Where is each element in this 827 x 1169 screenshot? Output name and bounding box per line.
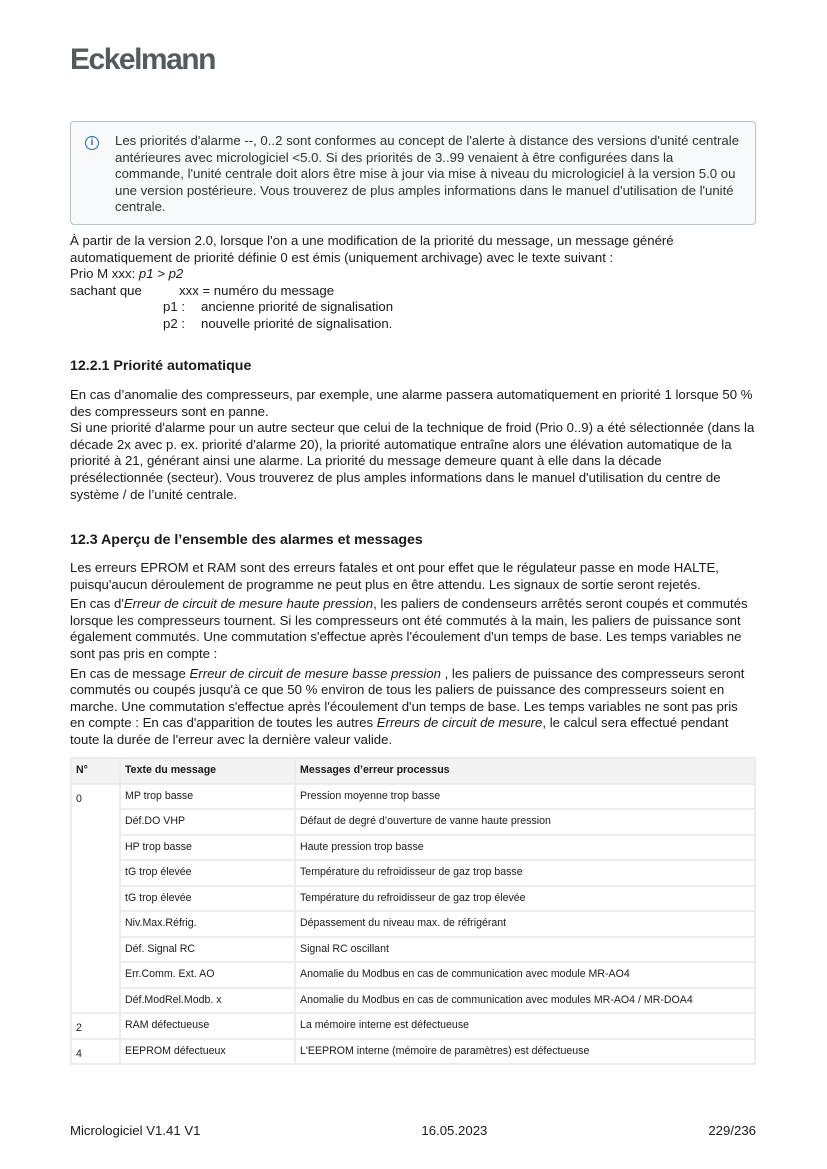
paragraph — [70, 666, 756, 749]
cell-message-text: Err.Comm. Ext. AO — [120, 962, 295, 988]
footer-page-number: 229/236 — [708, 1123, 756, 1138]
table-row — [71, 1039, 755, 1065]
col-header: Texte du message — [120, 758, 295, 784]
table-row — [71, 886, 755, 912]
cell-message-text: Déf.ModRel.Modb. x — [120, 988, 295, 1014]
def-p1 — [70, 299, 756, 316]
def-value: ancienne priorité de signalisation — [201, 299, 394, 315]
prio-formula: p1 > p2 — [138, 266, 184, 282]
section-heading-12-2-1: 12.2.1 Priorité automatique — [70, 358, 252, 374]
cell-number: 0 — [71, 784, 120, 1014]
cell-number: 4 — [71, 1039, 120, 1065]
cell-process-error: Haute pression trop basse — [295, 835, 755, 861]
def-key: p2 : — [163, 315, 185, 331]
cell-process-error: La mémoire interne est défectueuse — [295, 1013, 755, 1039]
text: , le calcul sera effectué pendant toute la durée de l'erreur avec la dernière valeur valide. — [70, 715, 729, 747]
text: En cas d' — [70, 596, 124, 612]
messages-table — [70, 757, 756, 1065]
table-row — [71, 911, 755, 937]
table-row — [71, 962, 755, 988]
info-note — [70, 121, 756, 225]
table-row — [71, 937, 755, 963]
text-italic: Erreur de circuit de mesure haute pression — [123, 596, 374, 612]
def-value: nouvelle priorité de signalisation. — [201, 315, 393, 331]
table-row — [71, 784, 755, 810]
cell-process-error: Signal RC oscillant — [295, 937, 755, 963]
paragraph: Les erreurs EPROM et RAM sont des erreurs fatales et ont pour effet que le régulateur passe en mode HALTE, puisqu'aucun déroulement de programme ne peut plus en être attendu. Les signaux de sortie seront rejetés. — [70, 560, 719, 592]
table-row — [71, 860, 755, 886]
cell-message-text: HP trop basse — [120, 835, 295, 861]
def-value: xxx = numéro du message — [179, 282, 335, 298]
def-xxx — [70, 283, 756, 300]
paragraph: Si une priorité d'alarme pour un autre secteur que celui de la technique de froid (Prio 0..9) a été sélectionnée (dans la décade 2x avec p. ex. priorité d'alarme 20), la priorité automatique entraîne alors une élévation automatique de la priorité à 21, générant ainsi une alarme. La priorité du message demeure quant à elle dans la décade présélectionnée (secteur). Vous trouverez de plus amples informations dans le manuel d'utilisation du centre de système / de l’unité centrale. — [70, 420, 755, 502]
cell-process-error: L'EEPROM interne (mémoire de paramètres) est défectueuse — [295, 1039, 755, 1065]
section-12-2-1-body — [70, 387, 756, 503]
text: , les paliers de condenseurs arrêtés seront coupés et commutés lorsque les compresseurs tournent. Si les compresseurs ont été commutés à la main, les paliers de puissance sont également commutés. Une commutation s'effectue après l'écoulement d'un temps de base. Les temps variables ne sont pas pris en compte : — [70, 596, 748, 661]
cell-message-text: Déf. Signal RC — [120, 937, 295, 963]
cell-message-text: tG trop élevée — [120, 886, 295, 912]
cell-process-error: Température du refroidisseur de gaz trop élevée — [295, 886, 755, 912]
section-12-3-body — [70, 560, 756, 752]
def-label: sachant que — [70, 282, 142, 298]
paragraph: En cas d’anomalie des compresseurs, par exemple, une alarme passera automatiquement en priorité 1 lorsque 50 % des compresseurs sont en panne. — [70, 387, 753, 419]
table-row — [71, 988, 755, 1014]
table-row — [71, 809, 755, 835]
table-row — [71, 1013, 755, 1039]
text-italic: Erreur de circuit de mesure basse pression — [189, 665, 441, 681]
intro-paragraph: À partir de la version 2.0, lorsque l'on a une modification de la priorité du message, un message généré automatiquement de priorité définie 0 est émis (uniquement archivage) avec le texte suivant : — [70, 233, 674, 265]
paragraph — [70, 596, 756, 662]
note-text: Les priorités d'alarme --, 0..2 sont conformes au concept de l'alerte à distance des versions d'unité centrale antérieures avec micrologiciel <5.0. Si des priorités de 3..99 venaient à être configurées dans la commande, l'unité centrale doit alors être mise à jour via mise à niveau du micrologiciel à la version 5.0 ou une version postérieure. Vous trouverez de plus amples informations dans le manuel d'utilisation de l'unité centrale. — [115, 133, 740, 215]
text-italic: Erreurs de circuit de mesure — [376, 715, 543, 731]
cell-process-error: Pression moyenne trop basse — [295, 784, 755, 810]
cell-process-error: Anomalie du Modbus en cas de communication avec module MR-AO4 — [295, 962, 755, 988]
def-key: p1 : — [163, 299, 185, 315]
cell-message-text: Déf.DO VHP — [120, 809, 295, 835]
def-p2 — [70, 316, 756, 333]
cell-message-text: EEPROM défectueux — [120, 1039, 295, 1065]
col-header: N° — [71, 758, 120, 784]
logo: Eckelmann — [70, 43, 215, 76]
cell-process-error: Dépassement du niveau max. de réfrigérant — [295, 911, 755, 937]
prio-prefix: Prio M xxx: — [70, 266, 139, 282]
cell-message-text: RAM défectueuse — [120, 1013, 295, 1039]
section-heading-12-3: 12.3 Aperçu de l’ensemble des alarmes et messages — [70, 532, 423, 548]
cell-message-text: MP trop basse — [120, 784, 295, 810]
cell-process-error: Température du refroidisseur de gaz trop basse — [295, 860, 755, 886]
table-row — [71, 835, 755, 861]
cell-process-error: Défaut de degré d’ouverture de vanne haute pression — [295, 809, 755, 835]
col-header: Messages d’erreur processus — [295, 758, 755, 784]
cell-process-error: Anomalie du Modbus en cas de communication avec modules MR-AO4 / MR-DOA4 — [295, 988, 755, 1014]
cell-number: 2 — [71, 1013, 120, 1039]
prio-line — [70, 266, 756, 283]
info-icon: i — [85, 136, 99, 150]
text: En cas de message — [70, 665, 190, 681]
footer-version: Micrologiciel V1.41 V1 — [70, 1123, 201, 1138]
intro — [70, 233, 756, 333]
footer-date: 16.05.2023 — [421, 1123, 488, 1138]
cell-message-text: Niv.Max.Réfrig. — [120, 911, 295, 937]
text: , les paliers de puissance des compresseurs seront commutés ou coupés jusqu'à ce que 50 % environ de tous les paliers de puissance des compresseurs soient en marche. Une commutation s'effectue après l'écoulement d'un temps de base. Les temps variables ne sont pas pris en compte : En cas d'apparition de toutes les autres — [70, 665, 745, 731]
page-footer — [70, 1123, 756, 1140]
cell-message-text: tG trop élevée — [120, 860, 295, 886]
